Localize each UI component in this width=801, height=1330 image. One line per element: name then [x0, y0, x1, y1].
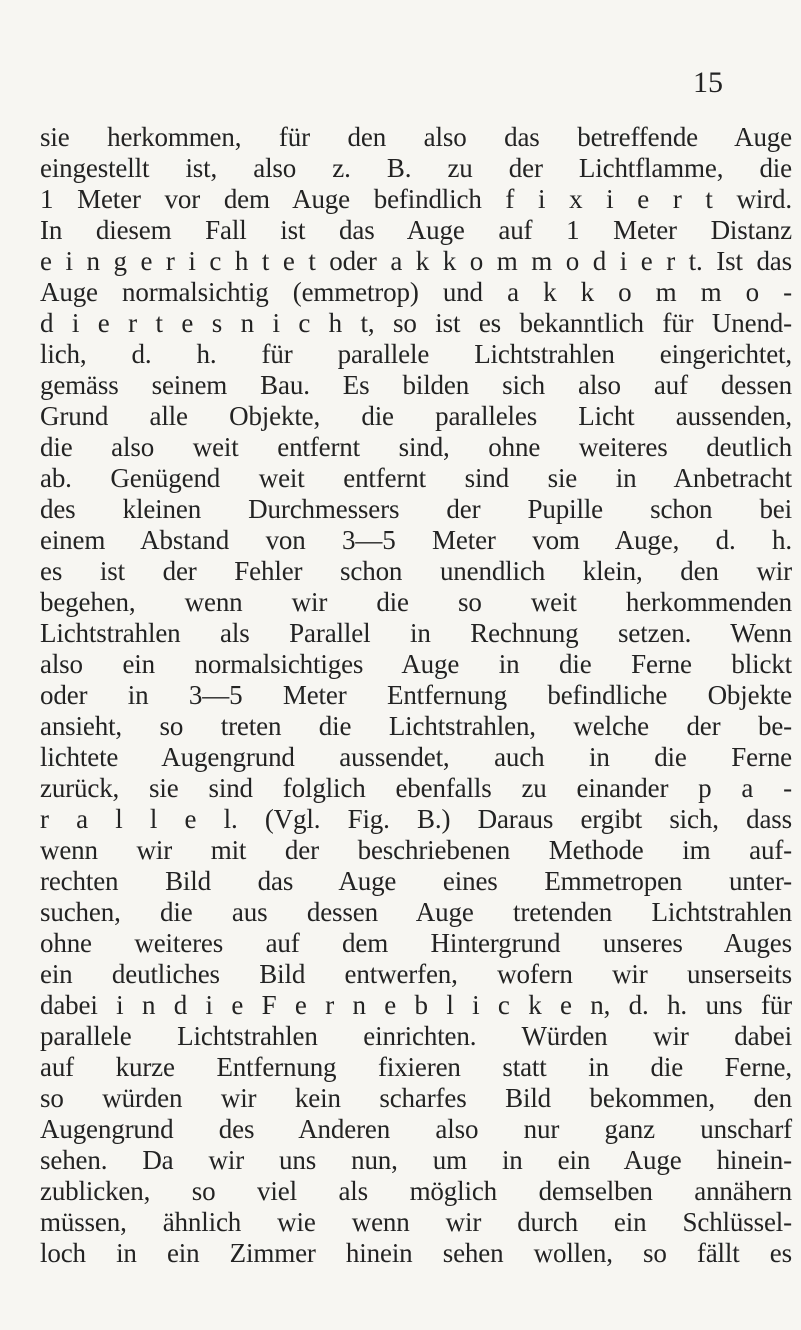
text-line-17: Lichtstrahlen als Parallel in Rechnung setzen. Wenn	[40, 618, 792, 648]
text-line-12: ab. Genügend weit entfernt sind sie in Anbetracht	[40, 463, 792, 493]
text-line-21: lichtete Augengrund aussendet, auch in die Ferne	[40, 742, 792, 772]
text-line-23: r a l l e l. (Vgl. Fig. B.) Daraus ergibt sich, dass	[40, 804, 792, 834]
text-line-30: parallele Lichtstrahlen einrichten. Würden wir dabei	[40, 1021, 792, 1051]
text-line-9: gemäss seinem Bau. Es bilden sich also auf dessen	[40, 370, 792, 400]
text-line-18: also ein normalsichtiges Auge in die Ferne blickt	[40, 649, 792, 679]
text-line-26: suchen, die aus dessen Auge tretenden Lichtstrahlen	[40, 897, 792, 927]
text-line-15: es ist der Fehler schon unendlich klein, den wir	[40, 556, 792, 586]
text-line-34: sehen. Da wir uns nun, um in ein Auge hinein-	[40, 1145, 792, 1175]
text-line-22: zurück, sie sind folglich ebenfalls zu einander p a -	[40, 773, 792, 803]
text-line-27: ohne weiteres auf dem Hintergrund unseres Auges	[40, 928, 792, 958]
body-text	[40, 122, 792, 1269]
text-line-24: wenn wir mit der beschriebenen Methode im auf-	[40, 835, 792, 865]
text-line-13: des kleinen Durchmessers der Pupille schon bei	[40, 494, 792, 524]
page-number: 15	[693, 66, 723, 99]
text-line-2: eingestellt ist, also z. B. zu der Lichtflamme, die	[40, 153, 792, 183]
text-line-37: loch in ein Zimmer hinein sehen wollen, so fällt es	[40, 1238, 792, 1268]
text-line-1: sie herkommen, für den also das betreffende Auge	[40, 122, 792, 152]
text-line-5: e i n g e r i c h t e t oder a k k o m m o d i e r t. Ist das	[40, 246, 792, 276]
text-line-8: lich, d. h. für parallele Lichtstrahlen eingerichtet,	[40, 339, 792, 369]
text-line-25: rechten Bild das Auge eines Emmetropen unter-	[40, 866, 792, 896]
text-line-14: einem Abstand von 3—5 Meter vom Auge, d. h.	[40, 525, 792, 555]
text-line-35: zublicken, so viel als möglich demselben annähern	[40, 1176, 792, 1206]
text-line-20: ansieht, so treten die Lichtstrahlen, welche der be-	[40, 711, 792, 741]
text-line-3: 1 Meter vor dem Auge befindlich f i x i e r t wird.	[40, 184, 792, 214]
text-line-7: d i e r t e s n i c h t, so ist es bekanntlich für Unend-	[40, 308, 792, 338]
text-line-4: In diesem Fall ist das Auge auf 1 Meter Distanz	[40, 215, 792, 245]
text-line-11: die also weit entfernt sind, ohne weiteres deutlich	[40, 432, 792, 462]
text-line-32: so würden wir kein scharfes Bild bekommen, den	[40, 1083, 792, 1113]
text-line-36: müssen, ähnlich wie wenn wir durch ein Schlüssel-	[40, 1207, 792, 1237]
text-line-29: dabei i n d i e F e r n e b l i c k e n, d. h. uns für	[40, 990, 792, 1020]
text-line-19: oder in 3—5 Meter Entfernung befindliche Objekte	[40, 680, 792, 710]
text-line-28: ein deutliches Bild entwerfen, wofern wir unserseits	[40, 959, 792, 989]
text-line-16: begehen, wenn wir die so weit herkommenden	[40, 587, 792, 617]
text-line-31: auf kurze Entfernung fixieren statt in die Ferne,	[40, 1052, 792, 1082]
text-line-6: Auge normalsichtig (emmetrop) und a k k o m m o -	[40, 277, 792, 307]
text-line-33: Augengrund des Anderen also nur ganz unscharf	[40, 1114, 792, 1144]
text-line-10: Grund alle Objekte, die paralleles Licht aussenden,	[40, 401, 792, 431]
